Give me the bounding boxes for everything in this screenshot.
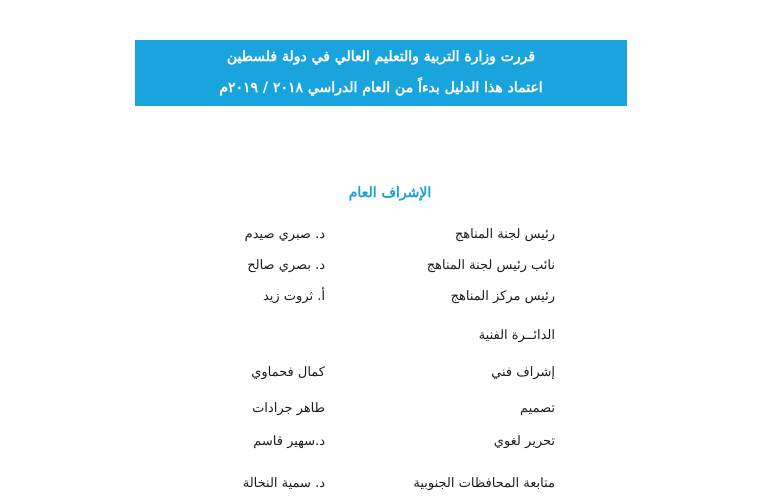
supervision-row-2 bbox=[0, 255, 780, 277]
supervision-row-1 bbox=[0, 224, 780, 246]
person-name: د. صبري صيدم bbox=[244, 227, 325, 242]
role-label: إشراف فني bbox=[491, 365, 555, 380]
person-name: د.سهير قاسم bbox=[253, 434, 325, 449]
person-name: د. بصري صالح bbox=[247, 258, 325, 273]
banner-line-1: قررت وزارة التربية والتعليم العالي في دولة فلسطين bbox=[226, 49, 536, 65]
role-label: تحرير لغوي bbox=[493, 434, 555, 449]
technical-row-4 bbox=[0, 473, 780, 495]
technical-row-2 bbox=[0, 398, 780, 420]
role-label: نائب رئيس لجنة المناهج bbox=[426, 258, 555, 273]
role-label: متابعة المحافظات الجنوبية bbox=[413, 476, 555, 491]
role-label: تصميم bbox=[520, 401, 555, 416]
person-name: طاهر جرادات bbox=[252, 401, 325, 416]
role-label: رئيس لجنة المناهج bbox=[454, 227, 555, 242]
role-label: رئيس مركز المناهج bbox=[450, 289, 555, 304]
technical-row-1 bbox=[0, 362, 780, 384]
person-name: أ. ثروت زيد bbox=[262, 289, 325, 304]
banner-line-2: اعتماد هذا الدليل بدءاً من العام الدراسي ٢٠١٨ / ٢٠١٩م bbox=[219, 80, 543, 96]
approval-banner bbox=[135, 40, 627, 106]
person-name: د. سمية النخالة bbox=[242, 476, 325, 491]
person-name: كمال فحماوي bbox=[251, 365, 325, 380]
technical-row-3 bbox=[0, 431, 780, 453]
general-supervision-title: الإشراف العام bbox=[348, 185, 432, 201]
supervision-row-3 bbox=[0, 286, 780, 308]
technical-department-title: الدائــرة الفنية bbox=[478, 328, 555, 343]
